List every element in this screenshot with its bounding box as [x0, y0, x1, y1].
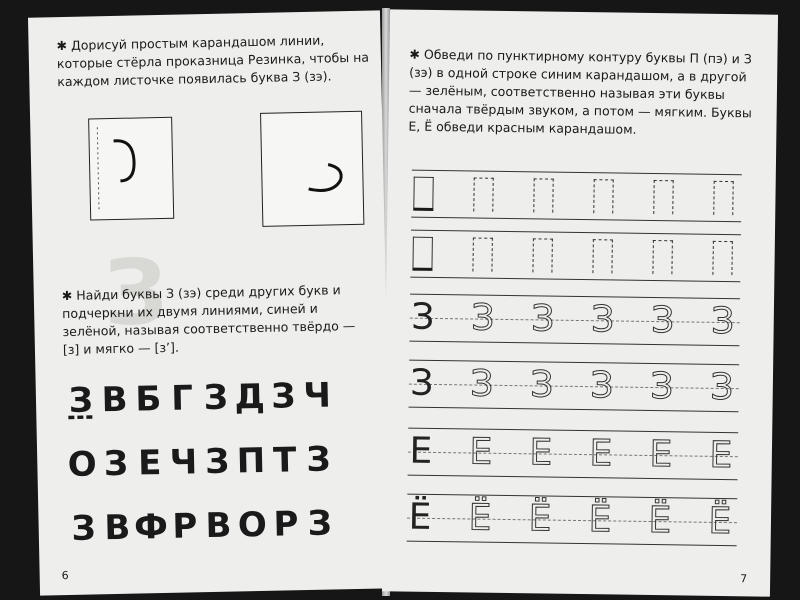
dotted-letter: З: [530, 364, 554, 406]
sample-letter: З: [410, 362, 434, 404]
dotted-letter: [652, 240, 672, 274]
letter: З: [203, 377, 229, 419]
dotted-letter: З: [590, 365, 614, 407]
dotted-letter: Е: [469, 431, 493, 473]
dotted-letter: Ё: [588, 499, 612, 541]
midline: [409, 384, 739, 390]
dotted-letter: З: [650, 365, 674, 408]
dotted-letter: З: [470, 297, 495, 339]
star-bullet-icon: ✱: [409, 46, 421, 62]
dotted-letter: Ё: [468, 497, 492, 539]
sample-letter: Е: [409, 430, 433, 472]
right-page: [382, 9, 778, 596]
dotted-letter: [592, 239, 612, 273]
dotted-letter: З: [530, 298, 555, 340]
letter: Ч: [169, 442, 198, 483]
letter: Е: [137, 443, 162, 484]
left-page: [28, 10, 392, 595]
task-1-label: Дорисуй простым карандашом линии, которые стёрла проказница Резинка, чтобы на каждом листочке появилась буква З (зэ).: [56, 32, 370, 90]
dotted-letter: З: [470, 363, 494, 405]
page-number-left: 6: [61, 569, 69, 583]
letter: Р: [171, 506, 198, 547]
letter-grid: [64, 373, 338, 571]
star-bullet-icon: ✱: [61, 287, 73, 304]
letter: Т: [272, 440, 297, 481]
midline: [410, 318, 740, 324]
dotted-letter: [532, 238, 552, 272]
letter: П: [236, 440, 266, 482]
leaf-card-2: [260, 111, 364, 227]
letter: Г: [170, 378, 194, 419]
midline: [408, 452, 738, 458]
letter: З: [204, 441, 230, 483]
right-task-text: [408, 46, 757, 141]
letter-row-2: [65, 437, 336, 487]
dotted-letter: [533, 178, 553, 212]
task-2-text: [62, 281, 363, 359]
tracing-row: [410, 230, 741, 283]
letter-row-3: [66, 501, 337, 551]
sample-letter: З: [410, 296, 435, 338]
dotted-letter: Е: [709, 434, 733, 477]
midline: [407, 518, 737, 524]
task-1-text: [56, 30, 379, 91]
dotted-letter: Е: [589, 433, 613, 475]
dotted-letter: З: [710, 300, 735, 343]
right-task-label: Обведи по пунктирному контуру буквы П (пэ) и З (зэ) в одной строке синим карандашом, а в другой — зелёным, соответственно называя эти буквы сначала твёрдым звуком, а потом — мягким. Буквы Е, Ё обведи красным карандашом.: [408, 46, 752, 137]
sample-letter: [412, 237, 432, 271]
tracing-row: [409, 360, 740, 413]
watermark-letter: З: [102, 239, 169, 347]
sample-letter: [413, 177, 433, 211]
letter: Д: [234, 376, 266, 418]
partial-z-drawing-2: [261, 112, 363, 226]
dotted-letter: [713, 181, 733, 215]
letter: В: [103, 507, 131, 549]
dotted-letter: З: [710, 366, 734, 409]
letter: З: [68, 380, 94, 421]
dotted-letter: [473, 178, 493, 212]
letter: О: [237, 504, 268, 546]
dotted-letter: Ё: [708, 500, 732, 543]
dotted-letter: Е: [649, 433, 673, 476]
tracing-row: [409, 294, 740, 347]
dotted-letter: Ё: [648, 499, 672, 542]
page-number-right: 7: [740, 572, 748, 586]
dotted-letter: З: [590, 299, 615, 341]
letter: Ч: [302, 375, 332, 417]
sample-letter: Ё: [408, 496, 432, 538]
dotted-letter: [472, 237, 492, 271]
tracing-row: [411, 170, 742, 223]
letter: З: [71, 508, 97, 549]
letter: Б: [134, 379, 162, 420]
partial-z-drawing: [89, 118, 173, 220]
letter: О: [67, 444, 98, 486]
dotted-letter: З: [650, 299, 675, 342]
dotted-letter: Ё: [528, 498, 552, 540]
letter: Р: [273, 504, 299, 545]
letter: З: [305, 439, 331, 481]
leaf-card-1: [88, 117, 174, 221]
letter: З: [270, 376, 296, 417]
letter: Ф: [133, 506, 169, 548]
task-2-label: Найди буквы З (зэ) среди других букв и подчеркни их двумя линиями, синей и зелёной, называя соответственно твёрдо — [з] и мягко — [з’].: [62, 282, 356, 358]
letter: В: [205, 505, 232, 547]
star-bullet-icon: ✱: [56, 37, 68, 54]
letter: З: [307, 503, 333, 544]
tracing-row: [408, 428, 739, 481]
letter: В: [101, 379, 129, 421]
dotted-letter: [653, 180, 673, 214]
dotted-letter: [712, 241, 732, 275]
tracing-row: [407, 494, 738, 547]
letter-row-1: [64, 373, 335, 423]
dotted-letter: Е: [529, 432, 553, 474]
letter: З: [103, 443, 129, 485]
dotted-letter: [593, 179, 613, 213]
